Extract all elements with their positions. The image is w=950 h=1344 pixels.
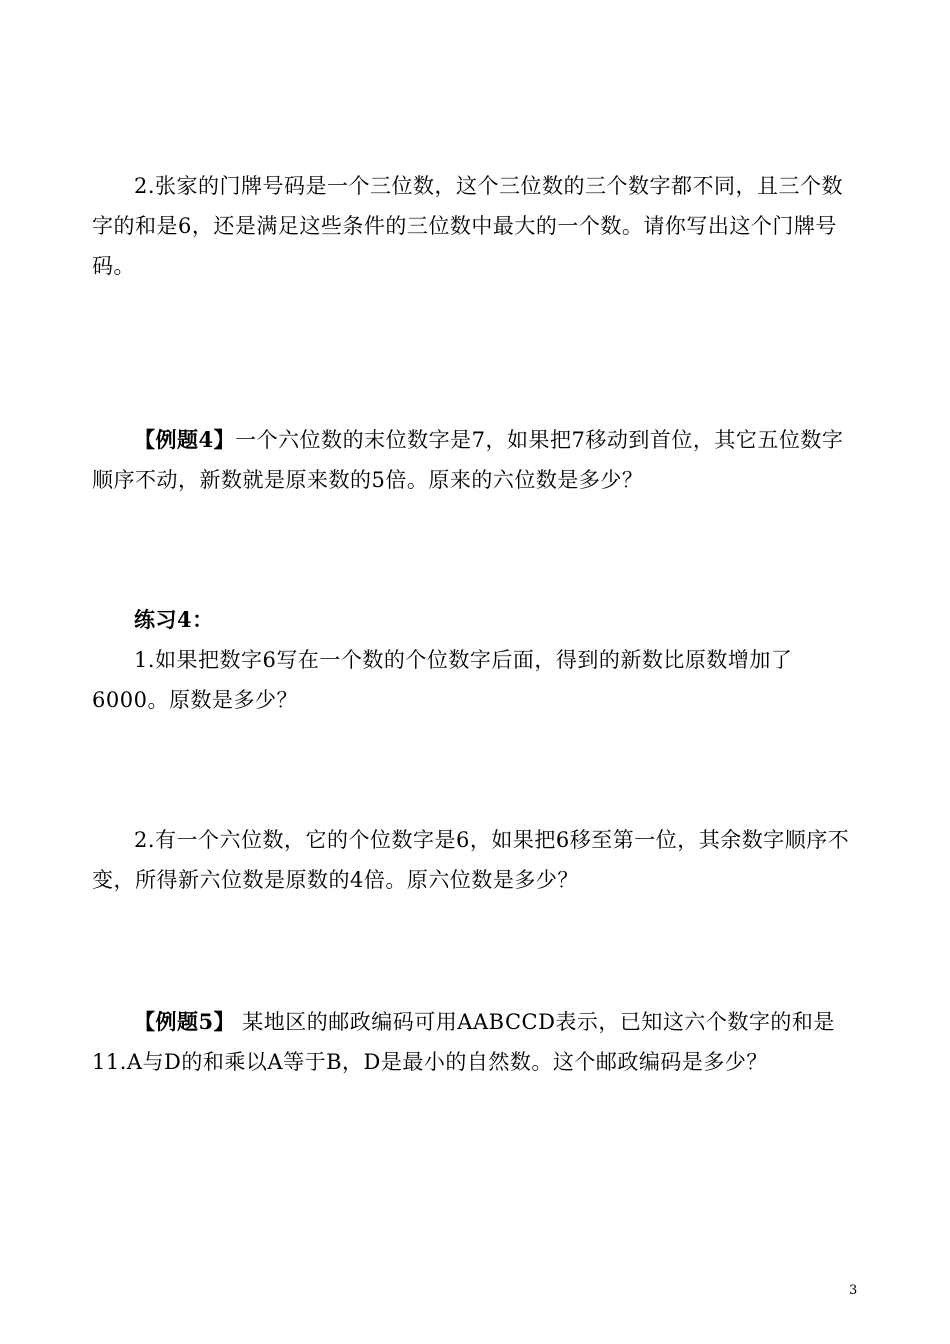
example-4-tag: 【例题4】 xyxy=(134,427,236,452)
example-5-text: 某地区的邮政编码可用AABCCD表示，已知这六个数字的和是11.A与D的和乘以A等于B，D是最小的自然数。这个邮政编码是多少？ xyxy=(92,1010,835,1074)
example-5-tag: 【例题5】 xyxy=(134,1009,236,1034)
example-4-paragraph xyxy=(92,420,864,500)
problem-2-block xyxy=(92,166,864,286)
practice-4-problem-2-block xyxy=(92,820,864,900)
example-5-paragraph xyxy=(92,1002,864,1082)
practice-4-problem-2: 2.有一个六位数，它的个位数字是6，如果把6移至第一位，其余数字顺序不变，所得新六位数是原数的4倍。原六位数是多少？ xyxy=(92,828,850,892)
problem-2-text: 2.张家的门牌号码是一个三位数，这个三位数的三个数字都不同，且三个数字的和是6，还是满足这些条件的三位数中最大的一个数。请你写出这个门牌号码。 xyxy=(92,174,844,278)
practice-4-problem-1: 1.如果把数字6写在一个数的个位数字后面，得到的新数比原数增加了6000。原数是多少？ xyxy=(92,648,793,712)
example-5-block xyxy=(92,1002,864,1082)
example-4-block xyxy=(92,420,864,500)
practice-4-heading: 练习4： xyxy=(134,607,214,632)
example-4-text: 一个六位数的末位数字是7，如果把7移动到首位，其它五位数字顺序不动，新数就是原来数的5倍。原来的六位数是多少？ xyxy=(92,428,844,492)
practice-4-block xyxy=(92,600,864,720)
page-number: 3 xyxy=(849,1283,858,1298)
